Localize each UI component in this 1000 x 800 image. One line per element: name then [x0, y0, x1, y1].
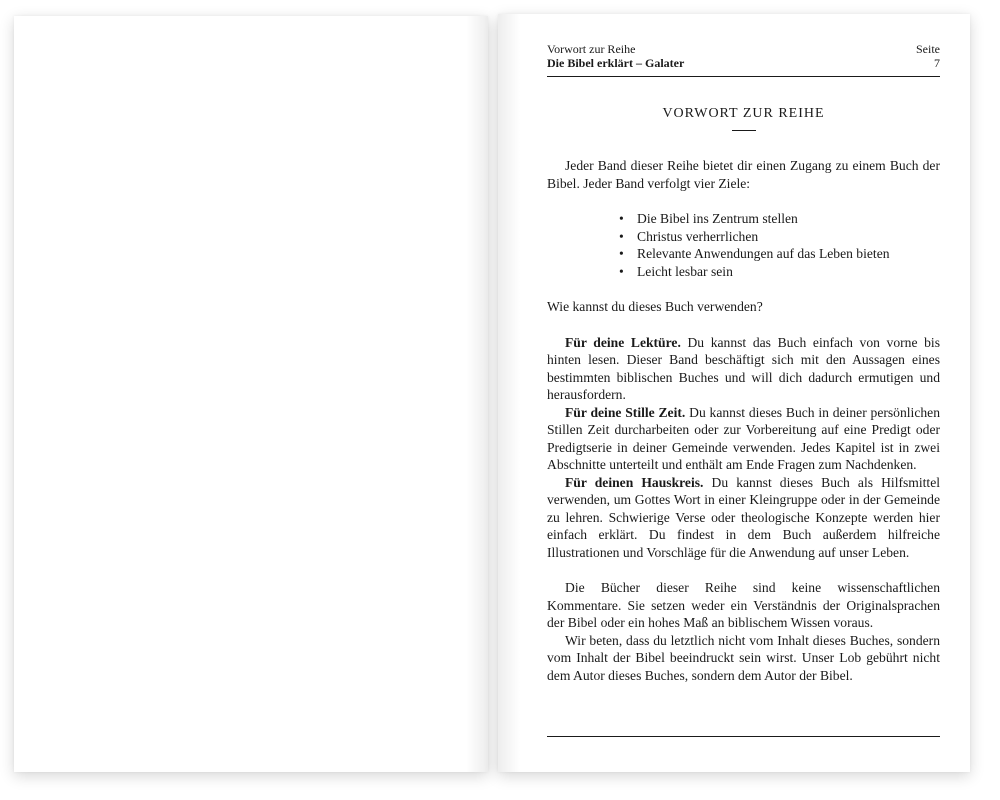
running-header-titles [547, 42, 684, 70]
bullet-icon: • [619, 246, 624, 261]
usage-text: Du kannst das Buch einfach von vorne bis hinten lesen. Dieser Band beschäftigt sich mit den Aussagen eines bestimmten biblischen Buches und will dich dadurch ermutigen und herausfordern. [547, 334, 940, 402]
closing-paragraph: Wir beten, dass du letztlich nicht vom Inhalt dieses Buches, sondern vom Inhalt der Bibel beeindruckt sein wirst. Unser Lob gebührt nicht dem Autor dieses Buches, sondern dem Autor der Bibel. [547, 632, 940, 683]
running-header [547, 42, 940, 77]
bullet-icon: • [619, 263, 624, 279]
intro-paragraph: Jeder Band dieser Reihe bietet dir einen Zugang zu einem Buch der Bibel. Jeder Band verfolgt vier Ziele: [547, 158, 940, 191]
bullet-icon: • [619, 228, 624, 244]
closing-paragraph: Die Bücher dieser Reihe sind keine wissenschaftlichen Kommentare. Sie setzen weder ein Verständnis der Originalsprachen der Bibel oder ein hohes Maß an biblischem Wissen voraus. [547, 580, 940, 630]
list-item [619, 210, 940, 228]
right-page [498, 14, 970, 772]
goal-text: Die Bibel ins Zentrum stellen [637, 211, 798, 226]
list-item [619, 263, 940, 281]
left-gutter-shadow [466, 16, 488, 772]
goals-list [547, 210, 940, 280]
list-item [619, 245, 940, 263]
running-header-page [916, 42, 940, 70]
usage-section [547, 334, 940, 562]
closing-section [547, 579, 940, 684]
footer-rule [547, 736, 940, 737]
right-gutter-shadow [498, 14, 520, 772]
book-title: Die Bibel erklärt – Galater [547, 56, 685, 70]
usage-lead: Für deine Stille Zeit. [565, 404, 686, 420]
usage-text: Du kannst dieses Buch als Hilfsmittel verwenden, um Gottes Wort in einer Kleingruppe oder in der Gemeinde zu lehren. Schwierige Verse oder theologische Konzepte werden hier einfach erklärt. Du findest in dem Buch außerdem hilfreiche Illustrationen und Vorschläge für die Anwendung auf unser Leben. [547, 474, 940, 560]
goal-text: Leicht lesbar sein [637, 263, 733, 279]
usage-paragraph-reading [547, 334, 940, 404]
goal-text: Christus verherrlichen [637, 228, 759, 244]
bullet-icon: • [619, 211, 624, 226]
goal-text: Relevante Anwendungen auf das Leben bieten [637, 246, 890, 261]
usage-text: Du kannst dieses Buch in deiner persönlichen Stillen Zeit durcharbeiten oder zur Vorbereitung auf eine Predigt oder Predigtserie in deiner Gemeinde verwenden. Jedes Kapitel ist in zwei Abschnitte unterteilt und enthält am Ende Fragen zum Nachdenken. [547, 404, 940, 472]
section-title: Vorwort zur Reihe [547, 42, 636, 56]
page-content [547, 42, 940, 684]
page-number: 7 [934, 56, 940, 70]
usage-question: Wie kannst du dieses Buch verwenden? [547, 299, 763, 314]
usage-paragraph-small-group [547, 474, 940, 562]
page-label: Seite [916, 42, 940, 56]
usage-paragraph-quiet-time [547, 404, 940, 474]
body-text [547, 157, 940, 684]
list-item [619, 228, 940, 246]
usage-lead: Für deine Lektüre. [565, 334, 681, 350]
left-page-blank [14, 16, 488, 772]
usage-lead: Für deinen Hauskreis. [565, 474, 704, 490]
chapter-title: VORWORT ZUR REIHE [662, 106, 825, 121]
title-rule [732, 130, 756, 131]
